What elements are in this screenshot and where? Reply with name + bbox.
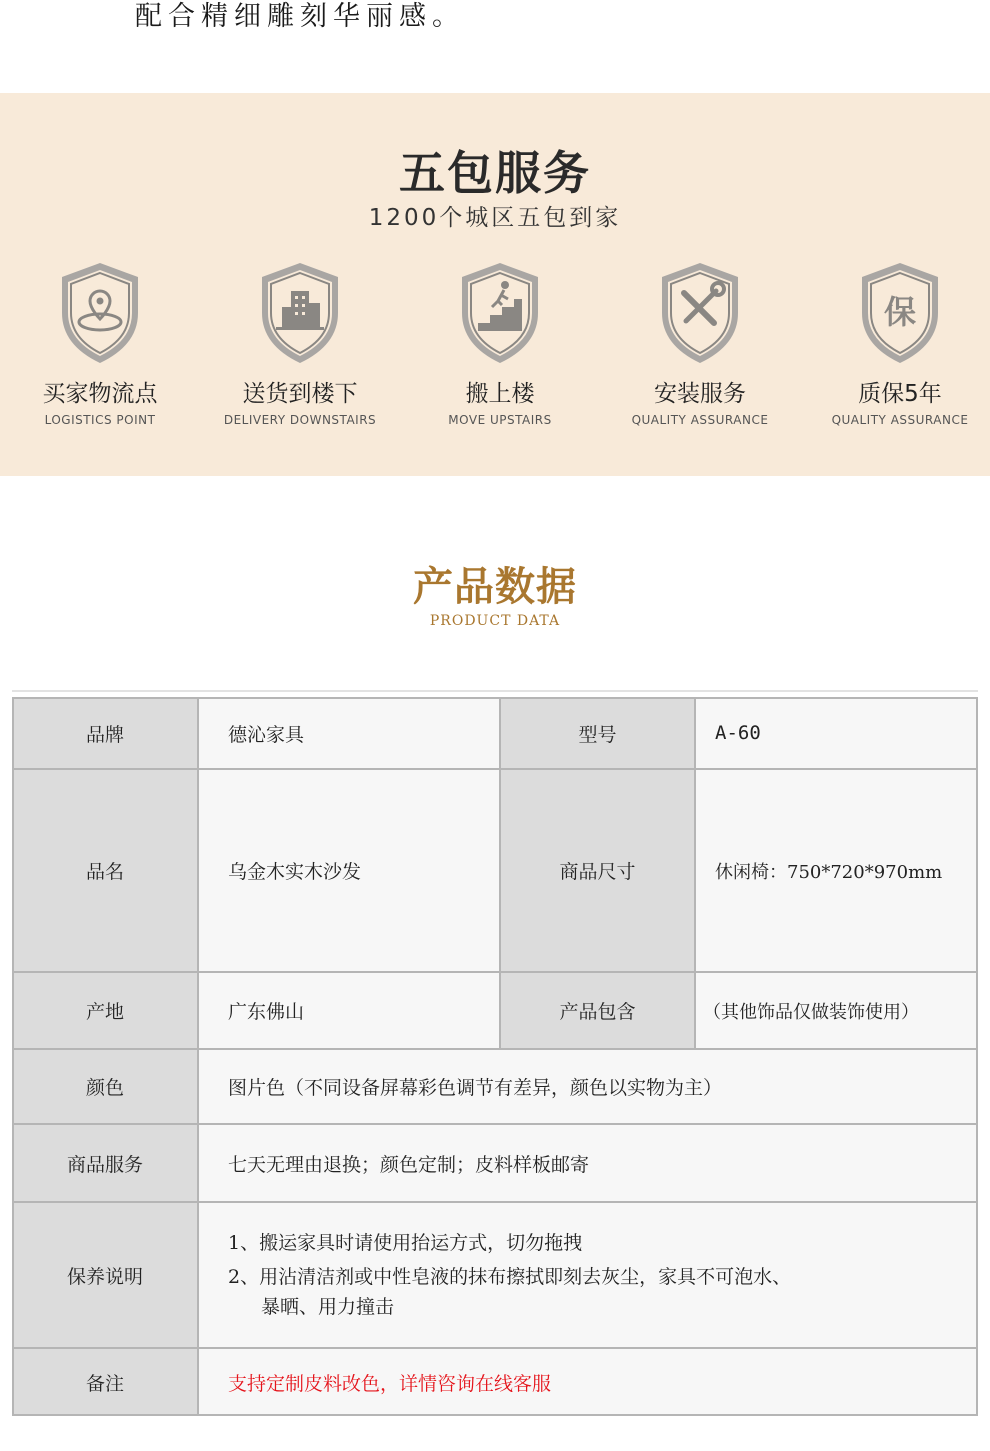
- service-label-en: MOVE UPSTAIRS: [448, 413, 552, 427]
- table-line: [12, 697, 14, 1416]
- service-item-logistics: [0, 261, 200, 441]
- service-label: 安装服务: [654, 381, 746, 407]
- table-line: [12, 1123, 978, 1125]
- service-item-warranty: [800, 261, 990, 441]
- product-data-table: [12, 697, 978, 1416]
- service-label-en: QUALITY ASSURANCE: [831, 413, 969, 427]
- contents-label: 产品包含: [500, 972, 695, 1049]
- building-icon: [258, 261, 342, 365]
- care-label: 保养说明: [12, 1202, 198, 1348]
- service-label-en: DELIVERY DOWNSTAIRS: [223, 413, 377, 427]
- product-data-title: 产品数据: [413, 563, 577, 610]
- service-label-en: QUALITY ASSURANCE: [631, 413, 769, 427]
- service-label-en: LOGISTICS POINT: [44, 413, 156, 427]
- tools-icon: [658, 261, 742, 365]
- table-line: [197, 697, 199, 1416]
- note-label: 备注: [12, 1348, 198, 1416]
- care-line-1: 1、搬运家具时请使用抬运方式，切勿拖拽: [228, 1232, 583, 1254]
- table-line: [12, 768, 978, 770]
- brand-value: 德沁家具: [198, 697, 500, 769]
- service-label: 买家物流点: [42, 381, 158, 407]
- bao-glyph: 保: [883, 293, 917, 331]
- table-line: [12, 1201, 978, 1203]
- table-line: [976, 697, 978, 1416]
- origin-label: 产地: [12, 972, 198, 1049]
- intro-text: 配合精细雕刻华丽感。: [135, 1, 465, 32]
- stairs-person-icon: [458, 261, 542, 365]
- color-label: 颜色: [12, 1049, 198, 1124]
- location-pin-icon: [58, 261, 142, 365]
- table-line: [12, 1347, 978, 1349]
- product-data-subtitle: PRODUCT DATA: [429, 613, 561, 629]
- care-instructions: [198, 1202, 978, 1348]
- service-label: 质保5年: [858, 381, 942, 407]
- table-line: [12, 971, 978, 973]
- color-value: 图片色（不同设备屏幕彩色调节有差异，颜色以实物为主）: [198, 1049, 978, 1124]
- name-label: 品名: [12, 769, 198, 972]
- bao-char-icon: [858, 261, 942, 365]
- model-value: A-60: [695, 697, 978, 769]
- table-line: [12, 697, 978, 699]
- services-list: [0, 261, 990, 441]
- table-line: [12, 1414, 978, 1416]
- size-label: 商品尺寸: [500, 769, 695, 972]
- table-line: [694, 697, 696, 1049]
- service-label: 送货到楼下: [242, 381, 358, 407]
- service-item-upstairs: [400, 261, 600, 441]
- services-subtitle: 1200个城区五包到家: [368, 205, 622, 231]
- service-item-install: [600, 261, 800, 441]
- size-value: 休闲椅：750*720*970mm: [695, 769, 978, 972]
- service-label: 搬上楼: [465, 381, 535, 407]
- services-title: 五包服务: [399, 146, 591, 200]
- contents-value: （其他饰品仅做装饰使用）: [695, 972, 978, 1049]
- service-value: 七天无理由退换；颜色定制；皮料样板邮寄: [198, 1124, 978, 1202]
- five-services-banner: [0, 93, 990, 476]
- table-top-divider: [12, 690, 978, 692]
- care-line-2: 2、用沾清洁剂或中性皂液的抹布擦拭即刻去灰尘，家具不可泡水、: [228, 1266, 792, 1288]
- origin-value: 广东佛山: [198, 972, 500, 1049]
- table-line: [499, 697, 501, 1049]
- service-label-cell: 商品服务: [12, 1124, 198, 1202]
- care-line-3: 暴晒、用力撞击: [261, 1296, 395, 1318]
- table-line: [12, 1048, 978, 1050]
- service-item-delivery: [200, 261, 400, 441]
- model-label: 型号: [500, 697, 695, 769]
- name-value: 乌金木实木沙发: [198, 769, 500, 972]
- note-value: 支持定制皮料改色，详情咨询在线客服: [198, 1348, 978, 1416]
- brand-label: 品牌: [12, 697, 198, 769]
